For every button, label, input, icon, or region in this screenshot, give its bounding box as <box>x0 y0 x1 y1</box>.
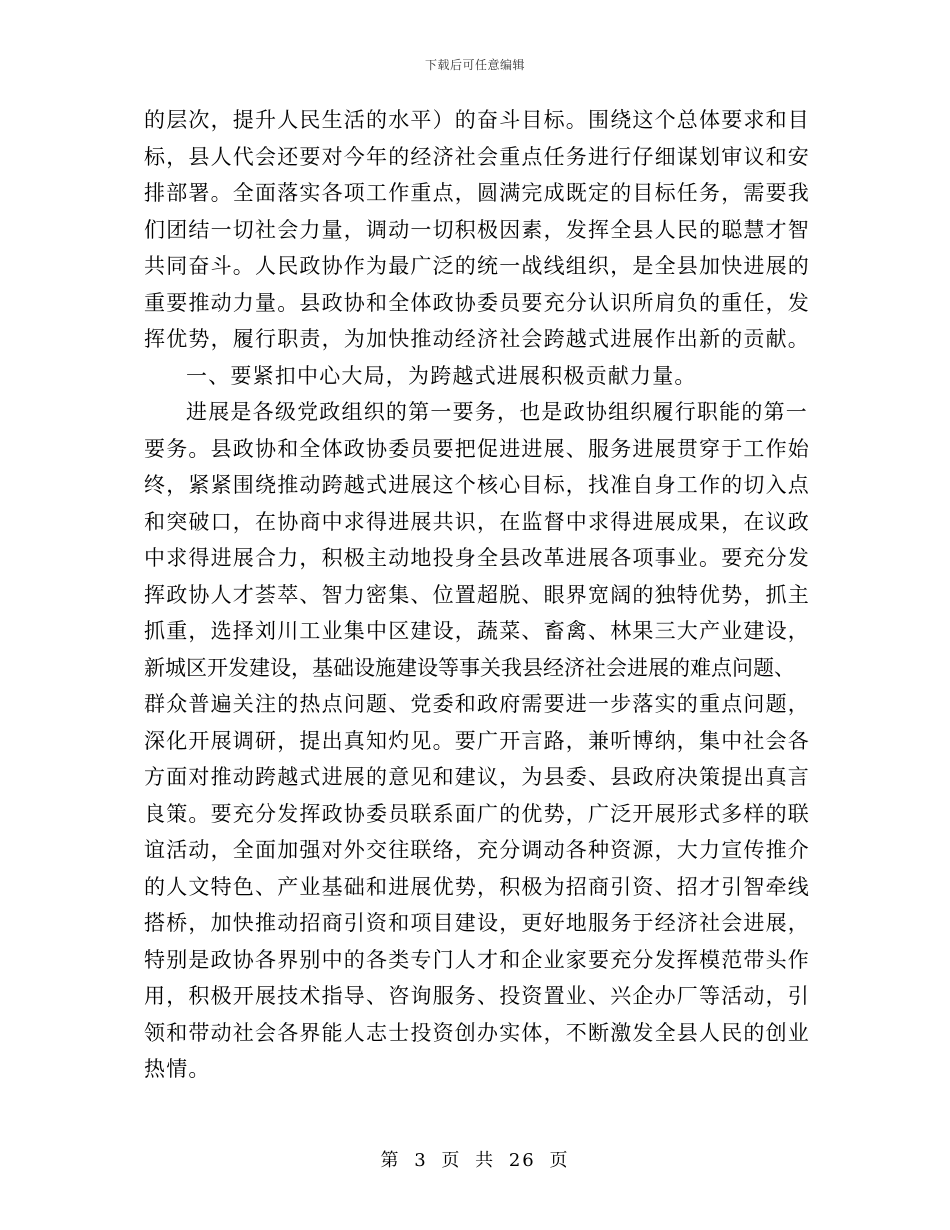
text-line: 方面对推动跨越式进展的意见和建议，为县委、县政府决策提出真言 <box>144 765 810 789</box>
text-line: 要务。县政协和全体政协委员要把促进进展、服务进展贯穿于工作始 <box>144 436 810 461</box>
text-line: 热情。 <box>144 1057 211 1081</box>
text-line: 的人文特色、产业基础和进展优势，积极为招商引资、招才引智牵线 <box>144 874 810 899</box>
text-line: 挥政协人才荟萃、智力密集、位置超脱、眼界宽阔的独特优势，抓主 <box>144 582 810 607</box>
text-line: 搭桥，加快推动招商引资和项目建设，更好地服务于经济社会进展， <box>144 911 810 935</box>
section-heading: 一、要紧扣中心大局，为跨越式进展积极贡献力量。 <box>186 363 697 388</box>
text-line: 挥优势，履行职责，为加快推动经济社会跨越式进展作出新的贡献。 <box>144 327 810 351</box>
text-line: 新城区开发建设，基础设施建设等事关我县经济社会进展的难点问题、 <box>144 655 795 680</box>
text-line: 和突破口，在协商中求得进展共识，在监督中求得进展成果，在议政 <box>144 509 810 534</box>
text-line: 重要推动力量。县政协和全体政协委员要充分认识所肩负的重任，发 <box>144 290 810 315</box>
page-header-note: 下载后可任意编辑 <box>424 58 525 72</box>
page-number-footer: 第 3 页 共 26 页 <box>380 1150 570 1171</box>
text-line: 领和带动社会各界能人志士投资创办实体，不断激发全县人民的创业 <box>144 1020 810 1045</box>
text-line: 终，紧紧围绕推动跨越式进展这个核心目标，找准自身工作的切入点 <box>144 473 810 497</box>
text-line: 标，县人代会还要对今年的经济社会重点任务进行仔细谋划审议和安 <box>144 144 810 169</box>
text-line: 排部署。全面落实各项工作重点，圆满完成既定的目标任务，需要我 <box>144 181 810 205</box>
text-line: 谊活动，全面加强对外交往联络，充分调动各种资源，大力宣传推介 <box>144 838 810 862</box>
text-line: 群众普遍关注的热点问题、党委和政府需要进一步落实的重点问题， <box>144 692 810 716</box>
document-body <box>144 102 808 1088</box>
text-line: 们团结一切社会力量，调动一切积极因素，发挥全县人民的聪慧才智 <box>144 217 810 242</box>
text-line: 用，积极开展技术指导、咨询服务、投资置业、兴企办厂等活动，引 <box>144 984 810 1008</box>
text-line: 共同奋斗。人民政协作为最广泛的统一战线组织，是全县加快进展的 <box>144 254 810 278</box>
text-line: 进展是各级党政组织的第一要务，也是政协组织履行职能的第一 <box>186 400 808 424</box>
text-line: 抓重，选择刘川工业集中区建设，蔬菜、畜禽、林果三大产业建设， <box>144 619 810 643</box>
text-line: 深化开展调研，提出真知灼见。要广开言路，兼听博纳，集中社会各 <box>144 728 810 753</box>
text-line: 良策。要充分发挥政协委员联系面广的优势，广泛开展形式多样的联 <box>144 801 810 826</box>
text-line: 特别是政协各界别中的各类专门人才和企业家要充分发挥模范带头作 <box>144 947 810 972</box>
text-line: 中求得进展合力，积极主动地投身全县改革进展各项事业。要充分发 <box>144 546 810 570</box>
text-line: 的层次，提升人民生活的水平）的奋斗目标。围绕这个总体要求和目 <box>144 108 810 132</box>
